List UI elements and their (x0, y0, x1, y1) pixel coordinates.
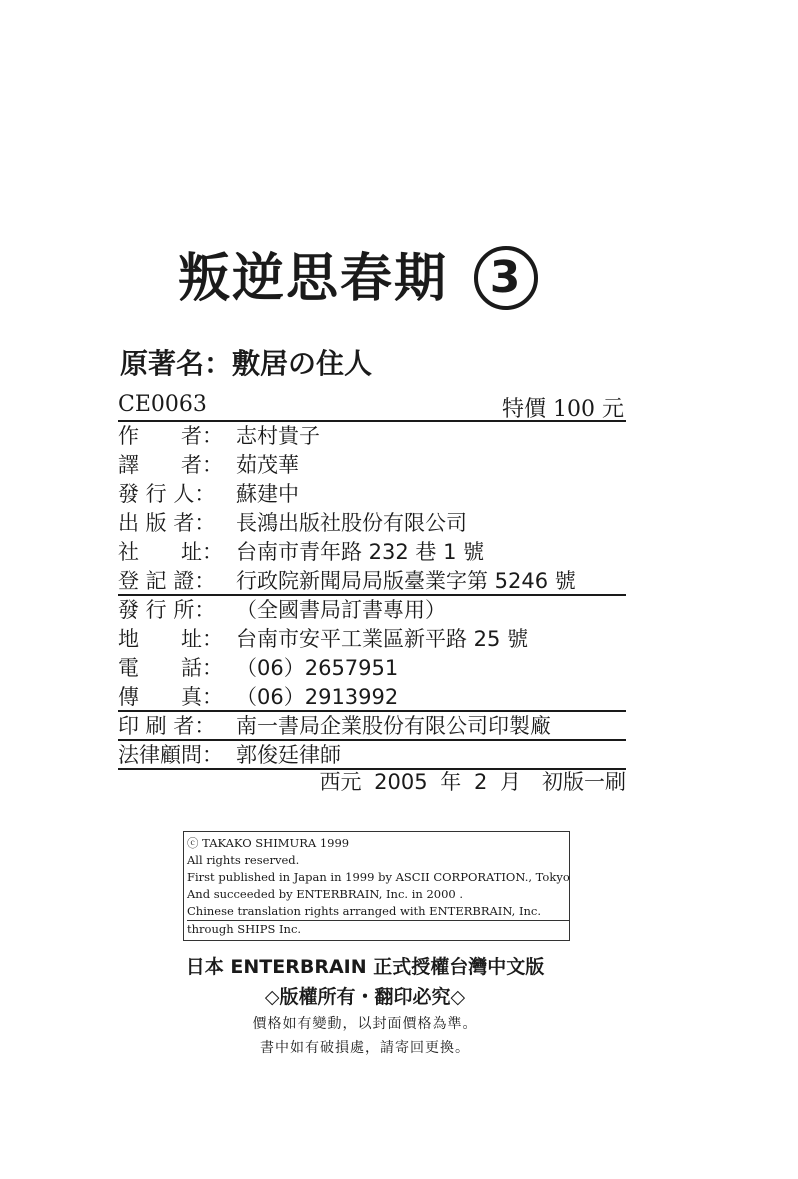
copyright-line: Chinese translation rights arranged with ENTERBRAIN, Inc. (187, 903, 569, 921)
original-title: 原著名：敷居の住人 (120, 347, 373, 380)
edition-date: 西元 2005 年 2 月 初版一刷 (319, 770, 626, 794)
credit-row (118, 567, 626, 596)
credit-value: 行政院新聞局局版臺業字第 5246 號 (236, 569, 576, 593)
copyright-line: through SHIPS Inc. (187, 922, 302, 936)
rights-notice: ◇版權所有・翻印必究◇ (264, 986, 466, 1008)
credit-row (118, 683, 626, 712)
copyright-line: And succeeded by ENTERBRAIN, Inc. in 2000 . (187, 887, 464, 901)
credit-value: 郭俊廷律師 (236, 743, 341, 767)
credit-value: 蘇建中 (236, 482, 299, 506)
credit-value: 長鴻出版社股份有限公司 (236, 511, 467, 535)
price-unit: 元 (601, 397, 624, 422)
price-amount: 100 (552, 397, 595, 422)
book-title-text: 叛逆思春期 (178, 249, 449, 309)
credit-label: 作 者： (118, 424, 223, 448)
credit-value: 茹茂華 (236, 453, 299, 477)
credit-row (118, 596, 626, 625)
credit-label: 發 行 所： (118, 598, 216, 622)
credit-row (118, 422, 626, 451)
credit-row (118, 625, 626, 654)
footer (0, 952, 730, 1060)
copyright-box (183, 831, 570, 941)
credit-label: 電 話： (118, 656, 223, 680)
credit-label: 出 版 者： (118, 511, 216, 535)
credit-row (118, 712, 626, 741)
credit-label: 發 行 人： (118, 482, 216, 506)
volume-number: 3 (474, 246, 538, 310)
credit-label: 社 址： (118, 540, 223, 564)
credit-value: （06）2913992 (236, 685, 399, 709)
code-price-line (118, 392, 626, 422)
credit-row (118, 451, 626, 480)
copyright-line: ⓒ TAKAKO SHIMURA 1999 (187, 836, 350, 850)
price-note: 價格如有變動，以封面價格為準。 (252, 1016, 478, 1032)
credit-value: 台南市安平工業區新平路 25 號 (236, 627, 529, 651)
credit-row (118, 538, 626, 567)
credit-value: 南一書局企業股份有限公司印製廠 (236, 714, 551, 738)
price-label: 特價 (501, 397, 546, 422)
credit-row (118, 480, 626, 509)
credit-value: （全國書局訂書專用） (236, 598, 446, 622)
credit-row (118, 509, 626, 538)
copyright-line: All rights reserved. (187, 853, 300, 867)
credit-row (118, 654, 626, 683)
defect-note: 書中如有破損處，請寄回更換。 (260, 1040, 470, 1056)
credits-table (118, 422, 626, 770)
credit-label: 印 刷 者： (118, 714, 216, 738)
special-price (502, 392, 624, 423)
credit-value: 台南市青年路 232 巷 1 號 (236, 540, 485, 564)
copyright-line: First published in Japan in 1999 by ASCII CORPORATION., Tokyo (187, 870, 570, 884)
credit-value: 志村貴子 (236, 424, 320, 448)
credit-label: 傳 真： (118, 685, 223, 709)
book-title (178, 236, 538, 311)
license-notice: 日本 ENTERBRAIN 正式授權台灣中文版 (185, 956, 545, 978)
credit-value: （06）2657951 (236, 656, 399, 680)
credit-label: 地 址： (118, 627, 223, 651)
product-code: CE0063 (118, 392, 207, 417)
credit-label: 法律顧問： (118, 743, 223, 767)
credit-label: 登 記 證： (118, 569, 216, 593)
credit-label: 譯 者： (118, 453, 223, 477)
